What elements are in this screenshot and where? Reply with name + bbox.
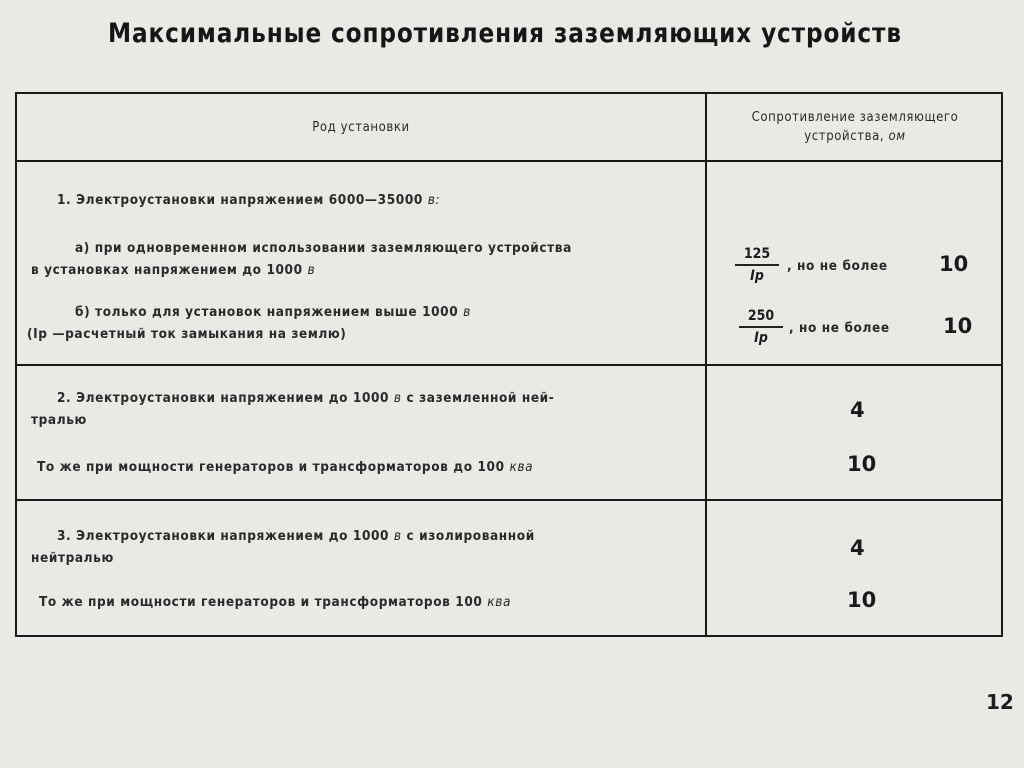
header-col-resistance-line2: устройства, ом — [804, 129, 906, 144]
section3-value2: 10 — [847, 588, 877, 612]
section1-b-max-value: 10 — [943, 314, 973, 338]
page-title: Максимальные сопротивления заземляющих устройств — [108, 18, 902, 49]
header-col-resistance-line1: Сопротивление заземляющего — [751, 110, 959, 125]
section1-b-line1: б) только для установок напряжением выше 1000 в — [75, 304, 471, 320]
header-divider — [17, 160, 1001, 162]
section1-b-line2: (Iр —расчетный ток замыкания на землю) — [27, 326, 347, 342]
section3-value1: 4 — [850, 536, 865, 560]
section1-a-line2: в установках напряжением до 1000 в — [31, 262, 316, 278]
section2-line1: 2. Электроустановки напряжением до 1000 в с заземленной ней- — [57, 390, 555, 406]
section3-sub: То же при мощности генераторов и трансформаторов 100 ква — [39, 594, 512, 610]
section2-line2: тралью — [31, 412, 87, 428]
resistance-table — [15, 92, 1003, 637]
section1-a-note: , но не более — [787, 258, 888, 274]
section1-b-note: , но не более — [789, 320, 890, 336]
page-number: 12 — [986, 690, 1014, 714]
section3-line2: нейтралью — [31, 550, 114, 566]
row-divider-2 — [17, 499, 1001, 501]
section1-a-line1: а) при одновременном использовании заземляющего устройства — [75, 240, 572, 256]
header-col-installation-type: Род установки — [312, 120, 410, 135]
section2-value1: 4 — [850, 398, 865, 422]
formula-250-over-ip: 250 Iр — [739, 308, 783, 346]
unit-ohm: ом — [888, 129, 906, 144]
section1-heading: 1. Электроустановки напряжением 6000—35000 в: — [57, 192, 441, 208]
section1-a-max-value: 10 — [939, 252, 969, 276]
formula-125-over-ip: 125 Iр — [735, 246, 779, 284]
section2-sub: То же при мощности генераторов и трансформаторов до 100 ква — [37, 459, 534, 475]
section3-line1: 3. Электроустановки напряжением до 1000 в с изолированной — [57, 528, 535, 544]
row-divider-1 — [17, 364, 1001, 366]
section2-value2: 10 — [847, 452, 877, 476]
